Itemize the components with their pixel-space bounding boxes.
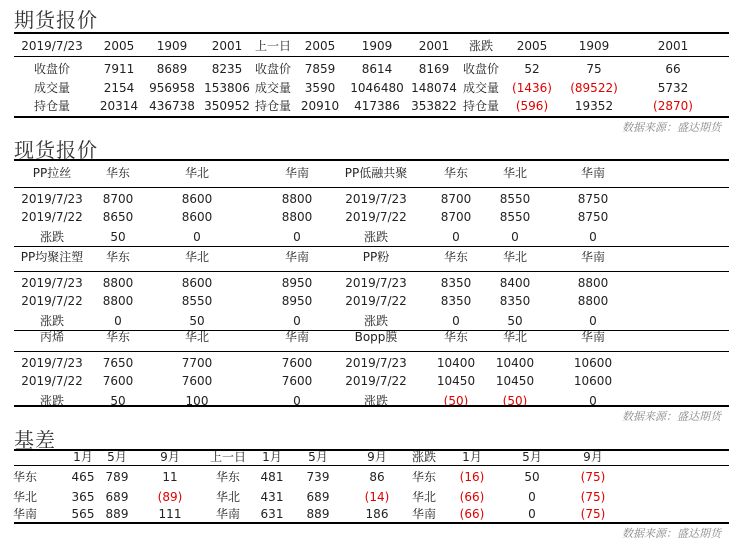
spot-cell: 8800: [102, 294, 134, 308]
section-title-basis: 基差: [14, 428, 56, 452]
futures-cell: 8689: [156, 62, 188, 76]
futures-cell: 66: [665, 62, 681, 76]
futures-cell: 8614: [361, 62, 393, 76]
basis-header-cell: 5月: [522, 450, 542, 464]
spot-cell: 8800: [281, 210, 313, 224]
futures-header-cell: 1909: [156, 39, 188, 53]
futures-cell: (1436): [512, 81, 552, 95]
spot-header-cell: PP均聚注塑: [20, 250, 84, 264]
basis-cell: 465: [71, 470, 95, 484]
spot-cell: 8350: [440, 276, 472, 290]
futures-cell: 8235: [211, 62, 243, 76]
basis-cell: (75): [580, 507, 606, 521]
spot-cell: 2019/7/23: [345, 276, 407, 290]
spot-cell: 0: [293, 314, 301, 328]
spot-header-cell: 华北: [502, 330, 528, 344]
basis-cell: 889: [105, 507, 129, 521]
spot-header-cell: Bopp膜: [354, 330, 398, 344]
futures-header-cell: 1909: [361, 39, 393, 53]
futures-cell: 持仓量: [33, 99, 71, 113]
spot-cell: 7600: [281, 374, 313, 388]
basis-header-cell: 9月: [367, 450, 387, 464]
spot-cell: 100: [185, 394, 209, 408]
futures-cell: 75: [586, 62, 602, 76]
futures-cell: 1046480: [350, 81, 404, 95]
spot-header-cell: 华东: [443, 330, 469, 344]
basis-cell: 华南: [12, 507, 38, 521]
section-title-futures: 期货报价: [14, 8, 98, 32]
futures-cell: 收盘价: [33, 62, 71, 76]
spot-header-cell: 华东: [443, 250, 469, 264]
futures-cell: 8169: [418, 62, 450, 76]
basis-header-cell: 1月: [462, 450, 482, 464]
spot-header-cell: 华南: [580, 166, 606, 180]
basis-cell: (16): [459, 470, 485, 484]
basis-header-cell: 上一日: [209, 450, 247, 464]
spot-cell: 2019/7/22: [345, 294, 407, 308]
basis-cell: 111: [158, 507, 182, 521]
data-source-futures: 数据来源：盛达期货: [622, 121, 721, 134]
futures-header-cell: 2005: [304, 39, 336, 53]
spot-cell: 0: [452, 314, 460, 328]
spot-header-cell: PP粉: [362, 250, 390, 264]
basis-cell: 0: [528, 490, 536, 504]
basis-cell: 739: [306, 470, 330, 484]
spot-cell: 10600: [573, 356, 613, 370]
spot-cell: 8950: [281, 276, 313, 290]
futures-cell: 2154: [103, 81, 135, 95]
spot-header-cell: 华北: [184, 166, 210, 180]
futures-cell: 148074: [411, 81, 457, 95]
futures-cell: 353822: [411, 99, 457, 113]
spot-cell: 涨跌: [363, 314, 389, 328]
futures-cell: 3590: [304, 81, 336, 95]
basis-header-cell: 涨跌: [411, 450, 437, 464]
spot-cell: 2019/7/22: [21, 374, 83, 388]
basis-cell: 华南: [411, 507, 437, 521]
basis-cell: (66): [459, 507, 485, 521]
futures-cell: 成交量: [254, 81, 292, 95]
spot-cell: 7700: [181, 356, 213, 370]
spot-header-cell: 华南: [284, 250, 310, 264]
spot-cell: 10400: [436, 356, 476, 370]
futures-cell: (2870): [653, 99, 693, 113]
spot-header-cell: PP低融共聚: [344, 166, 408, 180]
spot-header-cell: 华东: [105, 250, 131, 264]
table-rule: [14, 159, 729, 161]
spot-cell: 2019/7/23: [345, 356, 407, 370]
futures-cell: (596): [515, 99, 549, 113]
spot-cell: 10450: [436, 374, 476, 388]
futures-header-cell: 1909: [578, 39, 610, 53]
futures-cell: (89522): [570, 81, 618, 95]
spot-cell: 8600: [181, 276, 213, 290]
futures-cell: 153806: [204, 81, 250, 95]
spot-cell: 7650: [102, 356, 134, 370]
futures-header-cell: 2001: [211, 39, 243, 53]
spot-cell: 8750: [577, 192, 609, 206]
futures-cell: 收盘价: [462, 62, 500, 76]
basis-cell: (75): [580, 470, 606, 484]
spot-header-cell: 华北: [502, 166, 528, 180]
spot-header-cell: 华东: [105, 166, 131, 180]
basis-cell: 481: [260, 470, 284, 484]
spot-cell: 涨跌: [363, 230, 389, 244]
spot-cell: 8700: [440, 192, 472, 206]
futures-cell: 417386: [354, 99, 400, 113]
table-rule: [14, 187, 729, 188]
table-rule: [14, 405, 729, 407]
futures-header-cell: 2019/7/23: [21, 39, 83, 53]
spot-header-cell: 华南: [284, 330, 310, 344]
spot-cell: (50): [502, 394, 528, 408]
spot-cell: 8800: [577, 276, 609, 290]
spot-cell: 0: [293, 394, 301, 408]
futures-cell: 成交量: [33, 81, 71, 95]
data-source-basis: 数据来源：盛达期货: [622, 527, 721, 540]
basis-header-cell: 9月: [160, 450, 180, 464]
spot-cell: 涨跌: [363, 394, 389, 408]
spot-cell: 8700: [102, 192, 134, 206]
basis-header-cell: 1月: [73, 450, 93, 464]
section-title-spot: 现货报价: [14, 138, 98, 162]
table-rule: [14, 465, 729, 466]
basis-header-cell: 5月: [107, 450, 127, 464]
futures-header-cell: 上一日: [254, 39, 292, 53]
table-rule: [14, 56, 729, 57]
futures-cell: 436738: [149, 99, 195, 113]
basis-cell: 186: [365, 507, 389, 521]
futures-header-cell: 2001: [418, 39, 450, 53]
spot-cell: 8550: [499, 210, 531, 224]
basis-cell: 889: [306, 507, 330, 521]
futures-cell: 收盘价: [254, 62, 292, 76]
basis-cell: 华东: [411, 470, 437, 484]
spot-cell: 8600: [181, 192, 213, 206]
basis-header-cell: 1月: [262, 450, 282, 464]
spot-cell: 0: [589, 314, 597, 328]
spot-header-cell: 丙烯: [39, 330, 65, 344]
basis-cell: 689: [306, 490, 330, 504]
spot-cell: 7600: [181, 374, 213, 388]
spot-cell: 2019/7/23: [21, 192, 83, 206]
data-source-spot: 数据来源：盛达期货: [622, 410, 721, 423]
spot-cell: 0: [589, 230, 597, 244]
basis-cell: 431: [260, 490, 284, 504]
basis-cell: 631: [260, 507, 284, 521]
spot-cell: 8350: [440, 294, 472, 308]
spot-header-cell: 华北: [184, 330, 210, 344]
basis-cell: 华东: [215, 470, 241, 484]
spot-cell: 8750: [577, 210, 609, 224]
table-rule: [14, 116, 729, 118]
basis-cell: (14): [364, 490, 390, 504]
basis-cell: 789: [105, 470, 129, 484]
spot-header-cell: 华南: [580, 250, 606, 264]
spot-cell: 2019/7/22: [345, 374, 407, 388]
spot-cell: 50: [110, 230, 126, 244]
basis-cell: 华东: [12, 470, 38, 484]
spot-cell: 涨跌: [39, 314, 65, 328]
basis-cell: 华南: [215, 507, 241, 521]
futures-cell: 7859: [304, 62, 336, 76]
basis-cell: 11: [162, 470, 178, 484]
futures-cell: 19352: [574, 99, 614, 113]
spot-header-cell: 华东: [443, 166, 469, 180]
spot-cell: 2019/7/22: [21, 294, 83, 308]
basis-cell: 565: [71, 507, 95, 521]
futures-cell: 20314: [99, 99, 139, 113]
spot-cell: 8550: [499, 192, 531, 206]
spot-header-cell: 华南: [580, 330, 606, 344]
futures-cell: 350952: [204, 99, 250, 113]
spot-cell: 8400: [499, 276, 531, 290]
spot-cell: 2019/7/22: [345, 210, 407, 224]
spot-cell: 8650: [102, 210, 134, 224]
futures-header-cell: 2005: [103, 39, 135, 53]
spot-cell: 7600: [102, 374, 134, 388]
spot-cell: 8800: [281, 192, 313, 206]
spot-cell: 8800: [577, 294, 609, 308]
futures-cell: 持仓量: [462, 99, 500, 113]
spot-cell: 0: [511, 230, 519, 244]
spot-cell: 0: [193, 230, 201, 244]
spot-cell: 8350: [499, 294, 531, 308]
spot-header-cell: 华北: [502, 250, 528, 264]
spot-cell: 8800: [102, 276, 134, 290]
spot-cell: 8950: [281, 294, 313, 308]
spot-cell: 50: [110, 394, 126, 408]
futures-cell: 成交量: [462, 81, 500, 95]
basis-cell: 0: [528, 507, 536, 521]
futures-cell: 7911: [103, 62, 135, 76]
table-rule: [14, 246, 729, 247]
spot-header-cell: 华北: [184, 250, 210, 264]
spot-header-cell: PP拉丝: [32, 166, 72, 180]
spot-cell: 涨跌: [39, 230, 65, 244]
spot-cell: 2019/7/23: [21, 356, 83, 370]
futures-cell: 5732: [657, 81, 689, 95]
basis-cell: 华北: [215, 490, 241, 504]
spot-cell: 2019/7/23: [21, 276, 83, 290]
basis-cell: (89): [157, 490, 183, 504]
basis-cell: 华北: [411, 490, 437, 504]
basis-cell: 365: [71, 490, 95, 504]
spot-cell: 8600: [181, 210, 213, 224]
futures-header-cell: 2001: [657, 39, 689, 53]
futures-cell: 956958: [149, 81, 195, 95]
basis-cell: 86: [369, 470, 385, 484]
basis-header-cell: 5月: [308, 450, 328, 464]
spot-cell: 7600: [281, 356, 313, 370]
spot-cell: 0: [293, 230, 301, 244]
basis-cell: (75): [580, 490, 606, 504]
spot-cell: 0: [452, 230, 460, 244]
futures-cell: 20910: [300, 99, 340, 113]
spot-cell: 10600: [573, 374, 613, 388]
spot-cell: 50: [507, 314, 523, 328]
spot-cell: 10450: [495, 374, 535, 388]
futures-header-cell: 涨跌: [468, 39, 494, 53]
spot-cell: 0: [589, 394, 597, 408]
spot-cell: (50): [443, 394, 469, 408]
spot-cell: 涨跌: [39, 394, 65, 408]
spot-cell: 8700: [440, 210, 472, 224]
spot-cell: 0: [114, 314, 122, 328]
spot-cell: 2019/7/23: [345, 192, 407, 206]
table-rule: [14, 522, 729, 524]
spot-header-cell: 华南: [284, 166, 310, 180]
futures-cell: 52: [524, 62, 540, 76]
table-rule: [14, 32, 729, 34]
basis-cell: 华北: [12, 490, 38, 504]
basis-header-cell: 9月: [583, 450, 603, 464]
futures-cell: 持仓量: [254, 99, 292, 113]
futures-header-cell: 2005: [516, 39, 548, 53]
table-rule: [14, 351, 729, 352]
spot-cell: 2019/7/22: [21, 210, 83, 224]
table-rule: [14, 271, 729, 272]
basis-cell: (66): [459, 490, 485, 504]
basis-cell: 50: [524, 470, 540, 484]
basis-cell: 689: [105, 490, 129, 504]
spot-cell: 50: [189, 314, 205, 328]
spot-cell: 10400: [495, 356, 535, 370]
spot-header-cell: 华东: [105, 330, 131, 344]
spot-cell: 8550: [181, 294, 213, 308]
